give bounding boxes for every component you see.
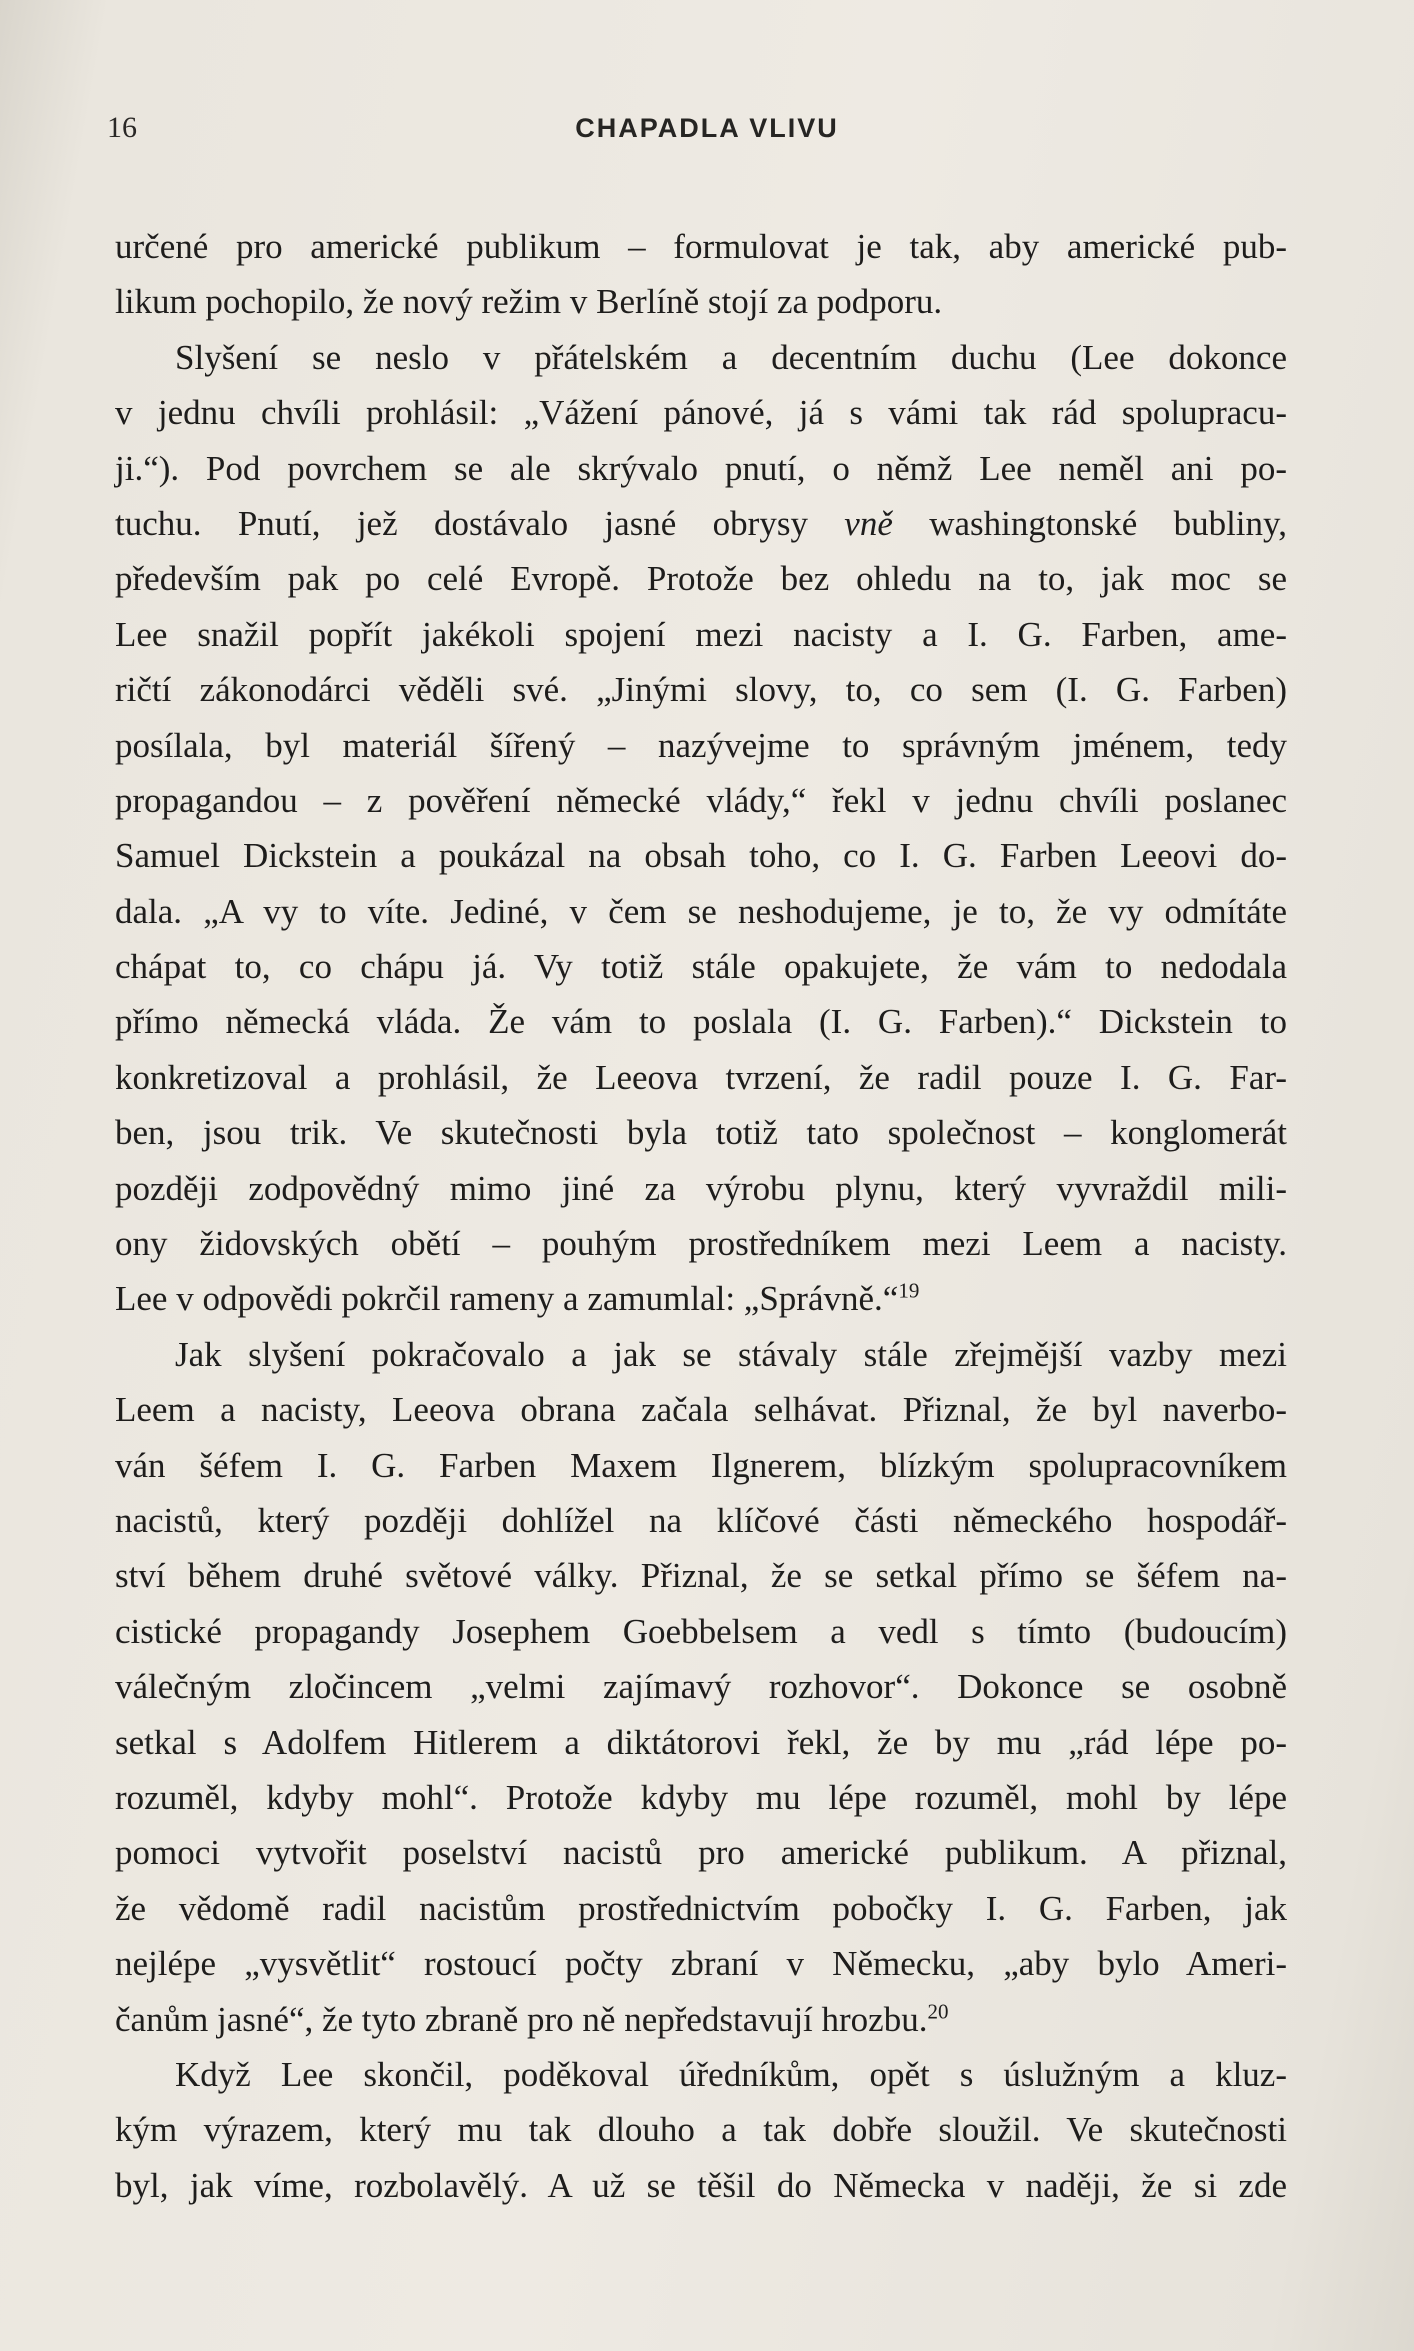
text-line: ství během druhé světové války. Přiznal, že se setkal přímo se šéfem na- — [115, 1556, 1287, 1596]
footnote-marker: 20 — [927, 1998, 949, 2023]
body-text — [115, 219, 1287, 2213]
text-segment: washingtonské bubliny, — [892, 503, 1287, 543]
text-line: Slyšení se neslo v přátelském a decentním duchu (Lee dokonce — [175, 337, 1287, 377]
text-line: ván šéfem I. G. Farben Maxem Ilgnerem, blízkým spolupracovníkem — [115, 1445, 1287, 1485]
text-line: přímo německá vláda. Že vám to poslala (I. G. Farben).“ Dickstein to — [115, 1002, 1287, 1042]
text-line: dala. „A vy to víte. Jediné, v čem se neshodujeme, je to, že vy odmítáte — [115, 891, 1287, 931]
text-line: Když Lee skončil, poděkoval úředníkům, opět s úslužným a kluz- — [175, 2054, 1287, 2094]
text-line — [115, 496, 1287, 551]
text-line: Lee snažil popřít jakékoli spojení mezi nacisty a I. G. Farben, ame- — [115, 614, 1287, 654]
text-line: byl, jak víme, rozbolavělý. A už se těšil do Německa v naději, že si zde — [115, 2165, 1287, 2205]
text-line: Leem a nacisty, Leeova obrana začala selhávat. Přiznal, že byl naverbo- — [115, 1390, 1287, 1430]
text-line: ričtí zákonodárci věděli své. „Jinými slovy, to, co sem (I. G. Farben) — [115, 670, 1287, 710]
text-line: ben, jsou trik. Ve skutečnosti byla totiž tato společnost – konglomerát — [115, 1113, 1287, 1153]
text-line: ji.“). Pod povrchem se ale skrývalo pnutí, o němž Lee neměl ani po- — [115, 448, 1287, 488]
text-line: později zodpovědný mimo jiné za výrobu plynu, který vyvraždil mili- — [115, 1168, 1287, 1208]
page-number: 16 — [107, 111, 137, 144]
text-line: ony židovských obětí – pouhým prostředníkem mezi Leem a nacisty. — [115, 1224, 1287, 1264]
text-line — [115, 1271, 1287, 1326]
text-line: cistické propagandy Josephem Goebbelsem a vedl s tímto (budoucím) — [115, 1611, 1287, 1651]
paragraph-3 — [115, 1327, 1287, 2047]
text-line: Jak slyšení pokračovalo a jak se stávaly stále zřejmější vazby mezi — [175, 1334, 1287, 1374]
text-segment: čanům jasné“, že tyto zbraně pro ně nepředstavují hrozbu. — [115, 1999, 928, 2039]
text-segment: tuchu. Pnutí, jež dostávalo jasné obrysy — [115, 503, 845, 543]
text-line: rozuměl, kdyby mohl“. Protože kdyby mu lépe rozuměl, mohl by lépe — [115, 1777, 1287, 1817]
text-line: pomoci vytvořit poselství nacistů pro americké publikum. A přiznal, — [115, 1833, 1287, 1873]
text-line: kým výrazem, který mu tak dlouho a tak dobře sloužil. Ve skutečnosti — [115, 2110, 1287, 2150]
text-segment: Lee v odpovědi pokrčil rameny a zamumlal: „Správně.“ — [115, 1279, 899, 1319]
text-line: setkal s Adolfem Hitlerem a diktátorovi řekl, že by mu „rád lépe po- — [115, 1722, 1287, 1762]
text-line: nejlépe „vysvětlit“ rostoucí počty zbraní v Německu, „aby bylo Ameri- — [115, 1944, 1287, 1984]
running-title: CHAPADLA VLIVU — [575, 113, 839, 143]
text-line: v jednu chvíli prohlásil: „Vážení pánové, já s vámi tak rád spolupracu- — [115, 393, 1287, 433]
text-line: likum pochopilo, že nový režim v Berlíně stojí za podporu. — [115, 282, 943, 322]
text-line: válečným zločincem „velmi zajímavý rozhovor“. Dokonce se osobně — [115, 1667, 1287, 1707]
paragraph-4 — [115, 2047, 1287, 2213]
text-line — [115, 1992, 1287, 2047]
text-line: konkretizoval a prohlásil, že Leeova tvrzení, že radil pouze I. G. Far- — [115, 1057, 1287, 1097]
page-header — [107, 108, 1307, 148]
text-line: Samuel Dickstein a poukázal na obsah toho, co I. G. Farben Leeovi do- — [115, 836, 1287, 876]
paragraph-2 — [115, 330, 1287, 1327]
text-line: nacistů, který později dohlížel na klíčové části německého hospodář- — [115, 1500, 1287, 1540]
text-line: že vědomě radil nacistům prostřednictvím pobočky I. G. Farben, jak — [115, 1888, 1287, 1928]
text-line: posílala, byl materiál šířený – nazývejme to správným jménem, tedy — [115, 725, 1287, 765]
text-line: především pak po celé Evropě. Protože bez ohledu na to, jak moc se — [115, 559, 1287, 599]
emphasis-text: vně — [844, 503, 893, 543]
text-line: chápat to, co chápu já. Vy totiž stále opakujete, že vám to nedodala — [115, 947, 1287, 987]
paragraph-1 — [115, 219, 1287, 330]
text-line: propagandou – z pověření německé vlády,“ řekl v jednu chvíli poslanec — [115, 780, 1287, 820]
text-line: určené pro americké publikum – formulovat je tak, aby americké pub- — [115, 227, 1287, 266]
footnote-marker: 19 — [898, 1278, 920, 1303]
